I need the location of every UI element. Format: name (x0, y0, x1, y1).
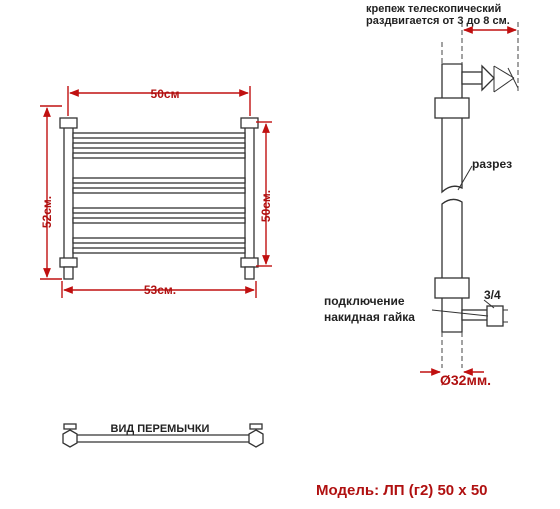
rungs (73, 133, 245, 253)
jumper-left-cap (64, 424, 76, 429)
rung (73, 248, 245, 253)
jumper-left-fitting (63, 430, 77, 447)
bottom-width-label: 53см. (143, 283, 177, 297)
left-top-mount (60, 118, 77, 128)
rung (73, 178, 245, 183)
rung (73, 133, 245, 138)
right-height-label: 50см. (259, 189, 273, 223)
rung (73, 208, 245, 213)
top-width-label: 50см (150, 87, 180, 101)
jumper-view-label: ВИД ПЕРЕМЫЧКИ (110, 423, 210, 435)
rung (73, 218, 245, 223)
front-view (40, 86, 273, 298)
thread-label: 3/4 (484, 288, 501, 302)
side-view (324, 3, 518, 388)
side-top-mount (435, 98, 469, 118)
side-bottom-mount (435, 278, 469, 298)
rung (73, 188, 245, 193)
left-bottom-mount (60, 258, 77, 267)
union-nut (487, 306, 503, 326)
mount-label-line1: крепеж телескопический (366, 3, 502, 15)
rung (73, 153, 245, 158)
right-top-mount (241, 118, 258, 128)
side-pipe-upper (442, 64, 462, 192)
left-rail (64, 122, 73, 266)
jumper-right-cap (250, 424, 262, 429)
connection-label-line1: подключение (324, 294, 405, 308)
rung (73, 143, 245, 148)
mount-label-line2: раздвигается от 3 до 8 см. (366, 15, 510, 27)
diameter-label: Ø32мм. (440, 372, 492, 388)
model-label: Модель: ЛП (г2) 50 х 50 (316, 482, 488, 499)
telescopic-flange (482, 66, 494, 90)
telescopic-arm (462, 72, 482, 84)
jumper-right-fitting (249, 430, 263, 447)
right-outlet (245, 267, 254, 279)
left-outlet (64, 267, 73, 279)
rung (73, 238, 245, 243)
connection-label-line2: накидная гайка (324, 310, 415, 324)
left-height-label: 52см. (40, 195, 54, 229)
right-rail (245, 122, 254, 266)
jumper-view (63, 423, 263, 447)
cut-label: разрез (472, 157, 513, 171)
jumper-bar (70, 435, 256, 442)
right-bottom-mount (241, 258, 258, 267)
